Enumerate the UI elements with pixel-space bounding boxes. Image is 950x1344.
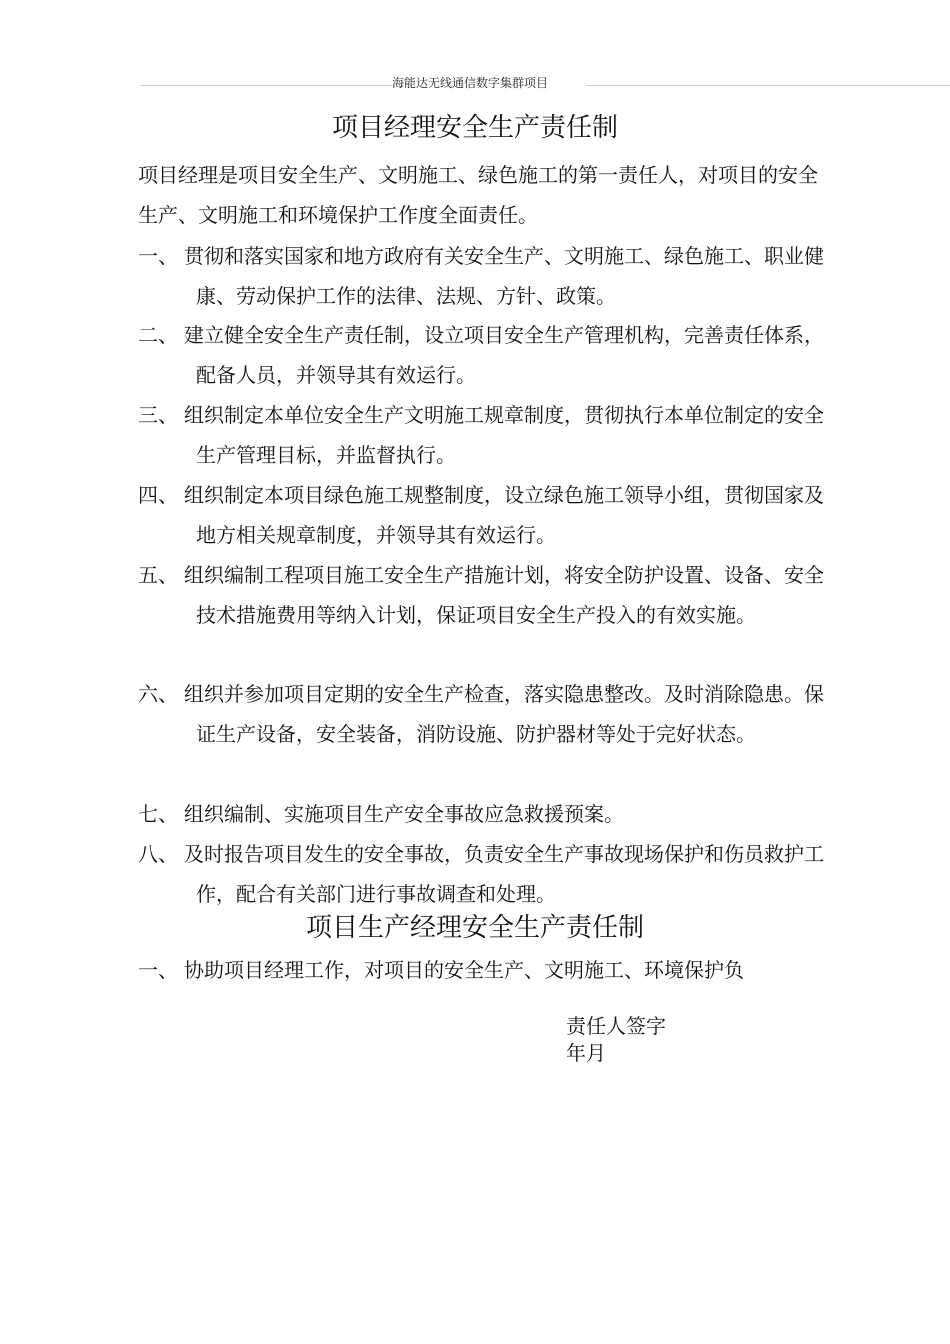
item-number: 三、: [138, 403, 178, 427]
section1-item-5: [138, 555, 828, 635]
item-number: 五、: [138, 563, 178, 587]
section1-intro: 项目经理是项目安全生产、文明施工、绿色施工的第一责任人，对项目的安全生产、文明施工和环境保护工作度全面责任。: [138, 163, 818, 227]
signature-label: 责任人签字: [566, 1014, 666, 1038]
item-number: 一、: [138, 244, 178, 268]
signature-date: 年月: [566, 1041, 606, 1065]
item-text: 贯彻和落实国家和地方政府有关安全生产、文明施工、绿色施工、职业健康、劳动保护工作的法律、法规、方针、政策。: [184, 244, 824, 308]
section1-item-4: [138, 475, 828, 555]
item-text: 组织编制工程项目施工安全生产措施计划，将安全防护设置、设备、安全技术措施费用等纳入计划，保证项目安全生产投入的有效实施。: [184, 563, 824, 627]
section1-item-2: [138, 315, 828, 395]
item-text: 建立健全安全生产责任制，设立项目安全生产管理机构，完善责任体系，配备人员，并领导其有效运行。: [184, 323, 824, 387]
section1-title: 项目经理安全生产责任制: [331, 113, 618, 143]
section2-title: 项目生产经理安全生产责任制: [305, 913, 644, 943]
section2-item-1: [138, 950, 828, 990]
item-number: 六、: [138, 682, 178, 706]
item-number: 七、: [138, 802, 178, 826]
item-text: 组织并参加项目定期的安全生产检查，落实隐患整改。及时消除隐患。保证生产设备，安全装备，消防设施、防护器材等处于完好状态。: [184, 682, 824, 746]
item-number: 八、: [138, 842, 178, 866]
item-number: 四、: [138, 483, 178, 507]
item-text: 及时报告项目发生的安全事故，负责安全生产事故现场保护和伤员救护工作，配合有关部门进行事故调查和处理。: [184, 842, 824, 906]
section1-item-1: [138, 236, 828, 316]
item-text: 组织编制、实施项目生产安全事故应急救援预案。: [184, 802, 624, 826]
item-number: 二、: [138, 323, 178, 347]
section1-item-8: [138, 834, 828, 914]
running-header: 海能达无线通信数字集群项目: [392, 76, 586, 91]
item-text: 组织制定本项目绿色施工规整制度，设立绿色施工领导小组，贯彻国家及地方相关规章制度，并领导其有效运行。: [184, 483, 824, 547]
section1-item-6: [138, 674, 828, 754]
signature-block: [566, 1013, 666, 1067]
item-number: 一、: [138, 958, 178, 982]
item-text: 协助项目经理工作，对项目的安全生产、文明施工、环境保护负: [184, 958, 744, 982]
section1-item-3: [138, 395, 828, 475]
section1-item-7: [138, 794, 828, 834]
item-text: 组织制定本单位安全生产文明施工规章制度，贯彻执行本单位制定的安全生产管理目标，并监督执行。: [184, 403, 824, 467]
